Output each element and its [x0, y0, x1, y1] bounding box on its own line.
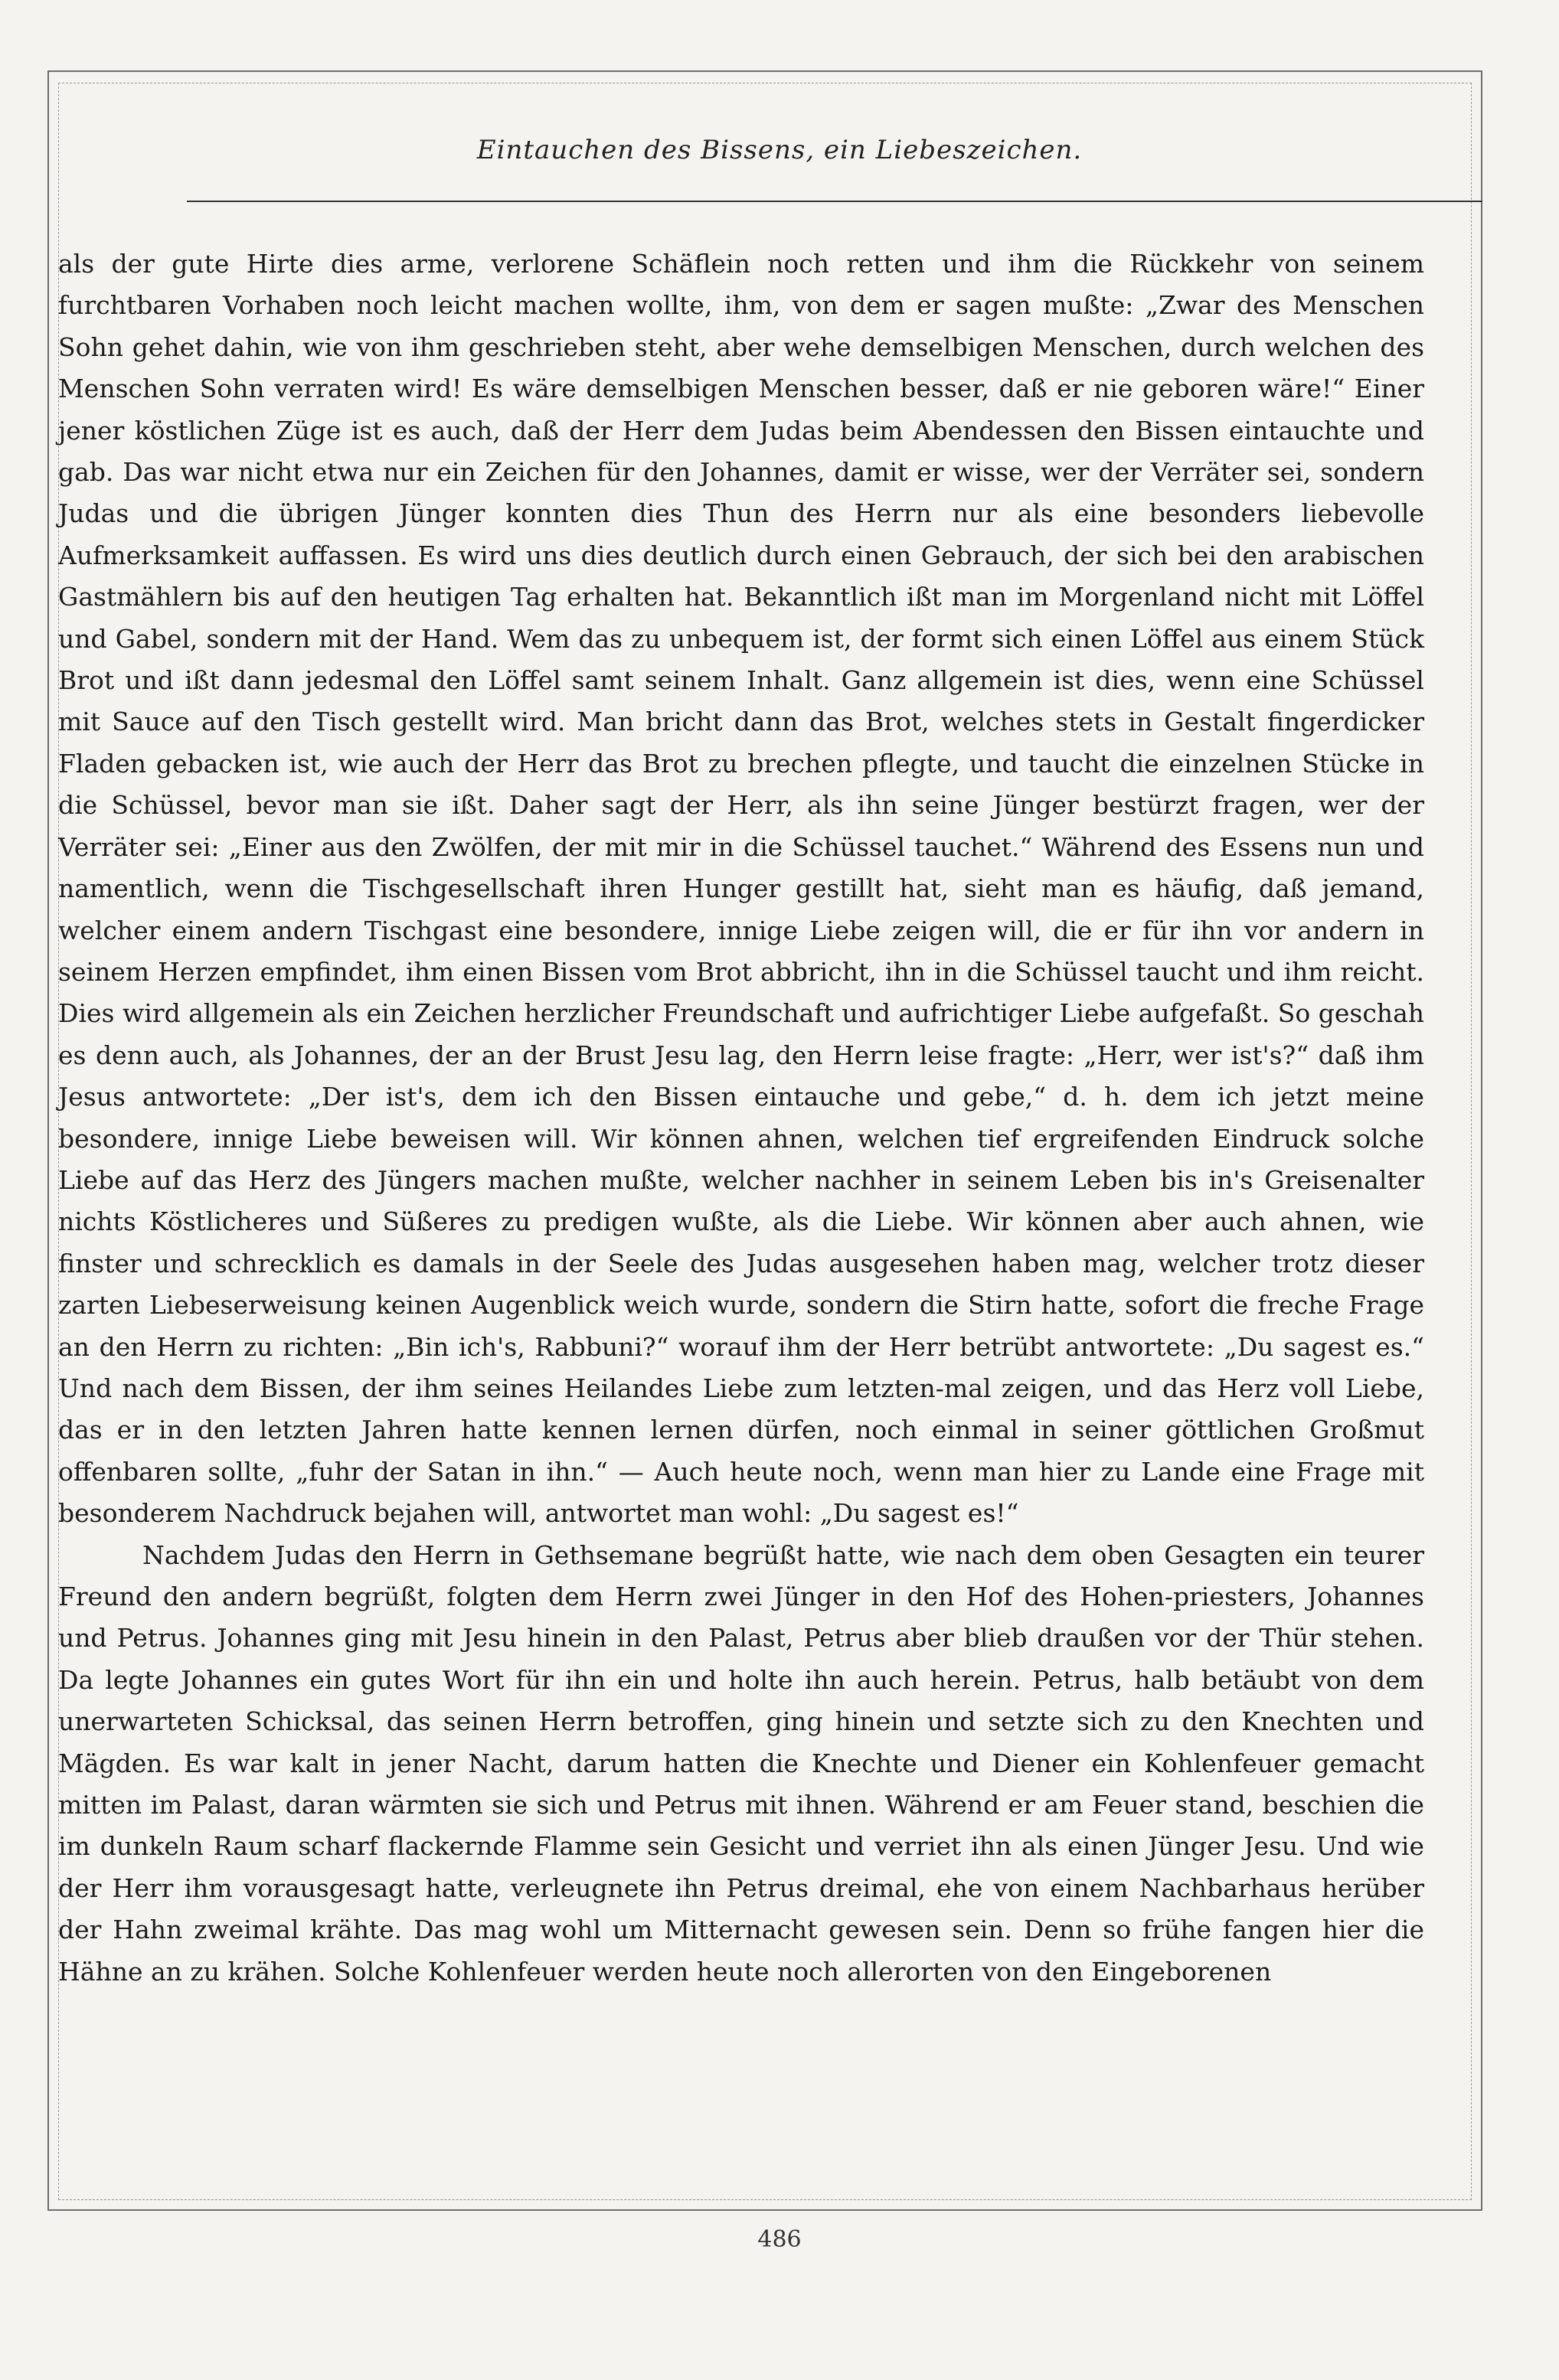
- running-title: Eintauchen des Bissens, ein Liebeszeichen.: [476, 135, 1083, 165]
- text-body: [58, 243, 1424, 1993]
- page-number: 486: [757, 2226, 802, 2253]
- header-rule: [187, 201, 1482, 202]
- paragraph-1: als der gute Hirte dies arme, verlorene Schäflein noch retten und ihm die Rückkehr von seinem furchtbaren Vorhaben noch leicht machen wollte, ihm, von dem er sagen mußte: „Zwar des Menschen Sohn gehet dahin, wie von ihm geschrieben steht, aber wehe demselbigen Menschen, durch welchen des Menschen Sohn verraten wird! Es wäre demselbigen Menschen besser, daß er nie geboren wäre!“ Einer jener köstlichen Züge ist es auch, daß der Herr dem Judas beim Abendessen den Bissen eintauchte und gab. Das war nicht etwa nur ein Zeichen für den Johannes, damit er wisse, wer der Verräter sei, sondern Judas und die übrigen Jünger konnten dies Thun des Herrn nur als eine besonders liebevolle Aufmerksamkeit auffassen. Es wird uns dies deutlich durch einen Gebrauch, der sich bei den arabischen Gastmählern bis auf den heutigen Tag erhalten hat. Bekanntlich ißt man im Morgenland nicht mit Löffel und Gabel, sondern mit der Hand. Wem das zu unbequem ist, der formt sich einen Löffel aus einem Stück Brot und ißt dann jedesmal den Löffel samt seinem Inhalt. Ganz allgemein ist dies, wenn eine Schüssel mit Sauce auf den Tisch gestellt wird. Man bricht dann das Brot, welches stets in Gestalt fingerdicker Fladen gebacken ist, wie auch der Herr das Brot zu brechen pflegte, und taucht die einzelnen Stücke in die Schüssel, bevor man sie ißt. Daher sagt der Herr, als ihn seine Jünger bestürzt fragen, wer der Verräter sei: „Einer aus den Zwölfen, der mit mir in die Schüssel tauchet.“ Während des Essens nun und namentlich, wenn die Tischgesellschaft ihren Hunger gestillt hat, sieht man es häufig, daß jemand, welcher einem andern Tischgast eine besondere, innige Liebe zeigen will, die er für ihn vor andern in seinem Herzen empfindet, ihm einen Bissen vom Brot abbricht, ihn in die Schüssel taucht und ihm reicht. Dies wird allgemein als ein Zeichen herzlicher Freundschaft und aufrichtiger Liebe aufgefaßt. So geschah es denn auch, als Johannes, der an der Brust Jesu lag, den Herrn leise fragte: „Herr, wer ist's?“ daß ihm Jesus antwortete: „Der ist's, dem ich den Bissen eintauche und gebe,“ d. h. dem ich jetzt meine besondere, innige Liebe beweisen will. Wir können ahnen, welchen tief ergreifenden Eindruck solche Liebe auf das Herz des Jüngers machen mußte, welcher nachher in seinem Leben bis in's Greisenalter nichts Köstlicheres und Süßeres zu predigen wußte, als die Liebe. Wir können aber auch ahnen, wie finster und schrecklich es damals in der Seele des Judas ausgesehen haben mag, welcher trotz dieser zarten Liebeserweisung keinen Augenblick weich wurde, sondern die Stirn hatte, sofort die freche Frage an den Herrn zu richten: „Bin ich's, Rabbuni?“ worauf ihm der Herr betrübt antwortete: „Du sagest es.“ Und nach dem Bissen, der ihm seines Heilandes Liebe zum letzten-mal zeigen, und das Herz voll Liebe, das er in den letzten Jahren hatte kennen lernen dürfen, noch einmal in seiner göttlichen Großmut offenbaren sollte, „fuhr der Satan in ihn.“ — Auch heute noch, wenn man hier zu Lande eine Frage mit besonderem Nachdruck bejahen will, antwortet man wohl: „Du sagest es!“: [58, 249, 1424, 1529]
- paragraph-2: Nachdem Judas den Herrn in Gethsemane begrüßt hatte, wie nach dem oben Gesagten ein teurer Freund den andern begrüßt, folgten dem Herrn zwei Jünger in den Hof des Hohen-priesters, Johannes und Petrus. Johannes ging mit Jesu hinein in den Palast, Petrus aber blieb draußen vor der Thür stehen. Da legte Johannes ein gutes Wort für ihn ein und holte ihn auch herein. Petrus, halb betäubt von dem unerwarteten Schicksal, das seinen Herrn betroffen, ging hinein und setzte sich zu den Knechten und Mägden. Es war kalt in jener Nacht, darum hatten die Knechte und Diener ein Kohlenfeuer gemacht mitten im Palast, daran wärmten sie sich und Petrus mit ihnen. Während er am Feuer stand, beschien die im dunkeln Raum scharf flackernde Flamme sein Gesicht und verriet ihn als einen Jünger Jesu. Und wie der Herr ihm vorausgesagt hatte, verleugnete ihn Petrus dreimal, ehe von einem Nachbarhaus herüber der Hahn zweimal krähte. Das mag wohl um Mitternacht gewesen sein. Denn so frühe fangen hier die Hähne an zu krähen. Solche Kohlenfeuer werden heute noch allerorten von den Eingeborenen: [58, 1539, 1424, 1987]
